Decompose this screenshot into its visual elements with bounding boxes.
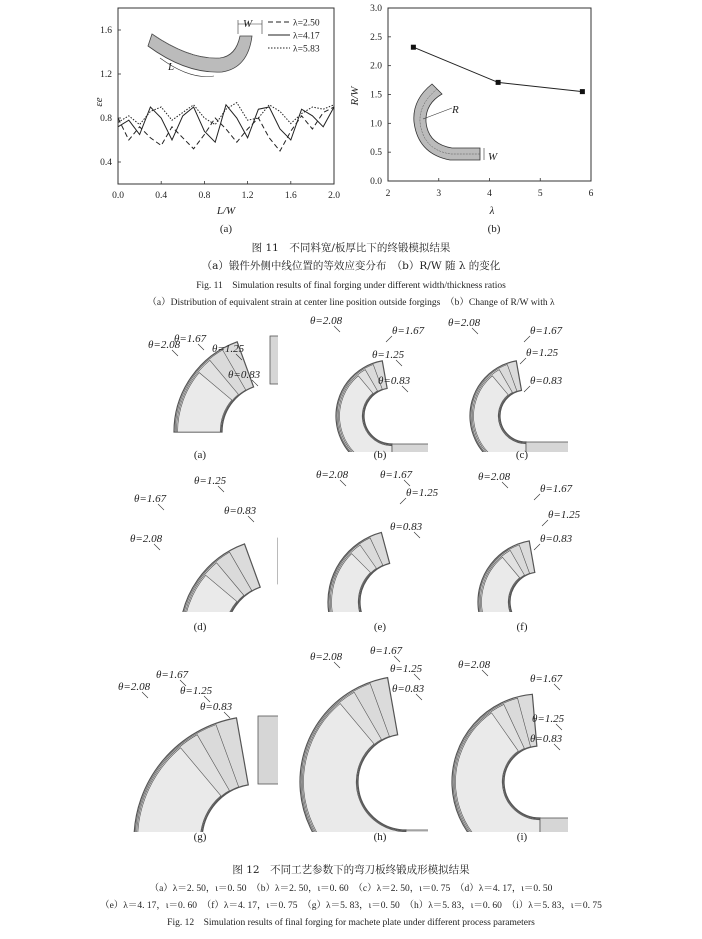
inset-label-r: R	[452, 104, 459, 116]
x-tick-label: 1.6	[284, 191, 297, 201]
theta-leader	[386, 336, 392, 342]
x-tick-label: 0.0	[112, 191, 124, 201]
figure-11a-chart	[93, 8, 340, 235]
panel-label-12: (d)	[193, 621, 207, 633]
theta-label: θ=0.83	[392, 683, 425, 695]
theta-label: θ=2.08	[148, 339, 181, 351]
theta-label: θ=0.83	[200, 701, 233, 713]
panel-label-12: (f)	[516, 621, 528, 633]
y-axis-label-a: εe	[93, 97, 105, 107]
legend-entry: λ=5.83	[293, 44, 320, 55]
inset-j-shape-b	[414, 84, 484, 160]
y-tick-label: 1.6	[100, 26, 112, 36]
theta-label: θ=0.83	[224, 505, 257, 517]
theta-label: θ=1.67	[530, 673, 563, 685]
legend-entry: λ=4.17	[293, 31, 320, 42]
figure-12-caption-cn: 图 12 不同工艺参数下的弯刀板终锻成形模拟结果	[232, 864, 470, 876]
figure-11b-chart	[349, 4, 594, 235]
data-point	[411, 45, 416, 50]
y-axis-label-b: R/W	[349, 86, 361, 106]
x-tick-label: 0.4	[155, 191, 168, 201]
theta-label: θ=1.67	[156, 669, 189, 681]
panel-label-12: (h)	[373, 831, 387, 843]
theta-label: θ=1.25	[194, 475, 227, 487]
straight-section	[540, 818, 676, 852]
theta-label: θ=2.08	[310, 315, 343, 327]
y-tick-label: 0.0	[370, 177, 382, 187]
theta-label: θ=2.08	[448, 317, 481, 329]
theta-leader	[534, 544, 540, 550]
theta-leader	[542, 520, 548, 526]
theta-label: θ=1.67	[380, 469, 413, 481]
panel-label-12: (i)	[516, 831, 528, 843]
y-tick-label: 0.4	[100, 158, 112, 168]
inset-label-w: W	[243, 18, 253, 30]
panel-label-12: (b)	[373, 449, 387, 461]
figure-12-caption-en: Fig. 12 Simulation results of final forging for machete plate under different process parameters	[167, 918, 535, 928]
theta-label: θ=1.67	[134, 493, 167, 505]
panel-label-12: (g)	[193, 831, 207, 843]
theta-label: θ=0.83	[540, 533, 573, 545]
theta-label: θ=2.08	[458, 659, 491, 671]
theta-label: θ=1.67	[392, 325, 425, 337]
x-tick-label: 4	[487, 189, 492, 199]
panel-label-12: (e)	[373, 621, 387, 633]
theta-label: θ=1.67	[174, 333, 207, 345]
theta-leader	[534, 494, 540, 500]
theta-label: θ=1.25	[406, 487, 439, 499]
theta-label: θ=2.08	[310, 651, 343, 663]
theta-label: θ=1.25	[548, 509, 581, 521]
theta-label: θ=1.67	[530, 325, 563, 337]
straight-section	[540, 632, 676, 664]
y-tick-label: 1.5	[370, 90, 382, 101]
figure-11	[0, 0, 702, 300]
theta-label: θ=1.25	[212, 343, 245, 355]
theta-leader	[524, 336, 530, 342]
x-tick-label: 6	[588, 189, 594, 199]
theta-label: θ=2.08	[118, 681, 151, 693]
theta-label: θ=2.08	[316, 469, 349, 481]
theta-label: θ=1.25	[532, 713, 565, 725]
x-tick-label: 2	[385, 189, 391, 199]
inset-label-l: L	[168, 61, 175, 73]
forging-panel-9	[452, 659, 676, 852]
panel-label-11b: (b)	[487, 223, 501, 235]
panel-label-11a: (a)	[219, 223, 233, 235]
x-tick-label: 5	[537, 189, 543, 199]
data-point	[496, 80, 501, 85]
theta-label: θ=0.83	[390, 521, 423, 533]
data-point	[580, 89, 585, 94]
theta-leader	[524, 386, 530, 392]
figure-11-caption-cn: 图 11 不同料宽/板厚比下的终锻模拟结果	[251, 242, 451, 254]
y-tick-label: 1.2	[100, 70, 112, 80]
straight-section	[526, 442, 662, 472]
series-line-2	[118, 105, 334, 142]
figure-12-params-line1: （a）λ＝2. 50，ι＝0. 50 （b）λ＝2. 50，ι＝0. 60 （c）λ＝2. 50，ι＝0. 75 （d）λ＝4. 17，ι＝0. 50	[149, 884, 553, 894]
y-tick-label: 0.8	[100, 114, 112, 124]
y-tick-label: 2.5	[370, 32, 382, 43]
theta-label: θ=0.83	[530, 375, 563, 387]
theta-label: θ=1.25	[390, 663, 423, 675]
theta-label: θ=1.67	[370, 645, 403, 657]
y-tick-label: 2.0	[370, 61, 382, 72]
theta-label: θ=2.08	[478, 471, 511, 483]
figure-11-subcaption-cn: （a）锻件外侧中线位置的等效应变分布 （b）R/W 随 λ 的变化	[201, 260, 501, 272]
theta-label: θ=1.25	[526, 347, 559, 359]
x-axis-label-b: λ	[489, 205, 495, 217]
theta-leader	[520, 358, 526, 364]
y-tick-label: 3.0	[370, 4, 382, 14]
forging-panel-3	[448, 317, 662, 472]
figure-12-params-line2: （e）λ＝4. 17，ι＝0. 60 （f）λ＝4. 17，ι＝0. 75 （g）λ＝5. 83，ι＝0. 50 （h）λ＝5. 83，ι＝0. 60 （i）λ＝5. 83，ι＝0. 75	[100, 901, 602, 911]
theta-label: θ=0.83	[228, 369, 261, 381]
x-axis-label-a: L/W	[216, 205, 236, 217]
x-tick-label: 0.8	[198, 191, 211, 201]
figure-11-subcaption-en: （a）Distribution of equivalent strain at center line position outside forgings （b）Change of R/W with λ	[147, 298, 555, 308]
x-tick-label: 1.2	[241, 191, 254, 201]
x-tick-label: 2.0	[328, 191, 340, 201]
figure-11-caption-en: Fig. 11 Simulation results of final forging under different width/thickness ratios	[196, 281, 506, 291]
theta-label: θ=0.83	[378, 375, 411, 387]
theta-label: θ=1.25	[372, 349, 405, 361]
y-tick-label: 0.5	[370, 148, 382, 159]
theta-label: θ=1.25	[180, 685, 213, 697]
theta-label: θ=0.83	[530, 733, 563, 745]
panel-label-12: (c)	[515, 449, 529, 461]
forging-panel-6	[478, 471, 676, 664]
series-line	[413, 47, 582, 91]
y-tick-label: 1.0	[370, 119, 382, 130]
inset-label-w-b: W	[488, 151, 498, 163]
x-tick-label: 3	[436, 189, 442, 199]
theta-label: θ=2.08	[130, 533, 163, 545]
panel-label-12: (a)	[193, 449, 207, 461]
forging-panel-4	[130, 475, 446, 636]
figure-12	[0, 312, 702, 852]
legend-entry: λ=2.50	[293, 18, 320, 29]
legend-a	[268, 19, 320, 55]
theta-label: θ=1.67	[540, 483, 573, 495]
theta-leader	[400, 498, 406, 504]
